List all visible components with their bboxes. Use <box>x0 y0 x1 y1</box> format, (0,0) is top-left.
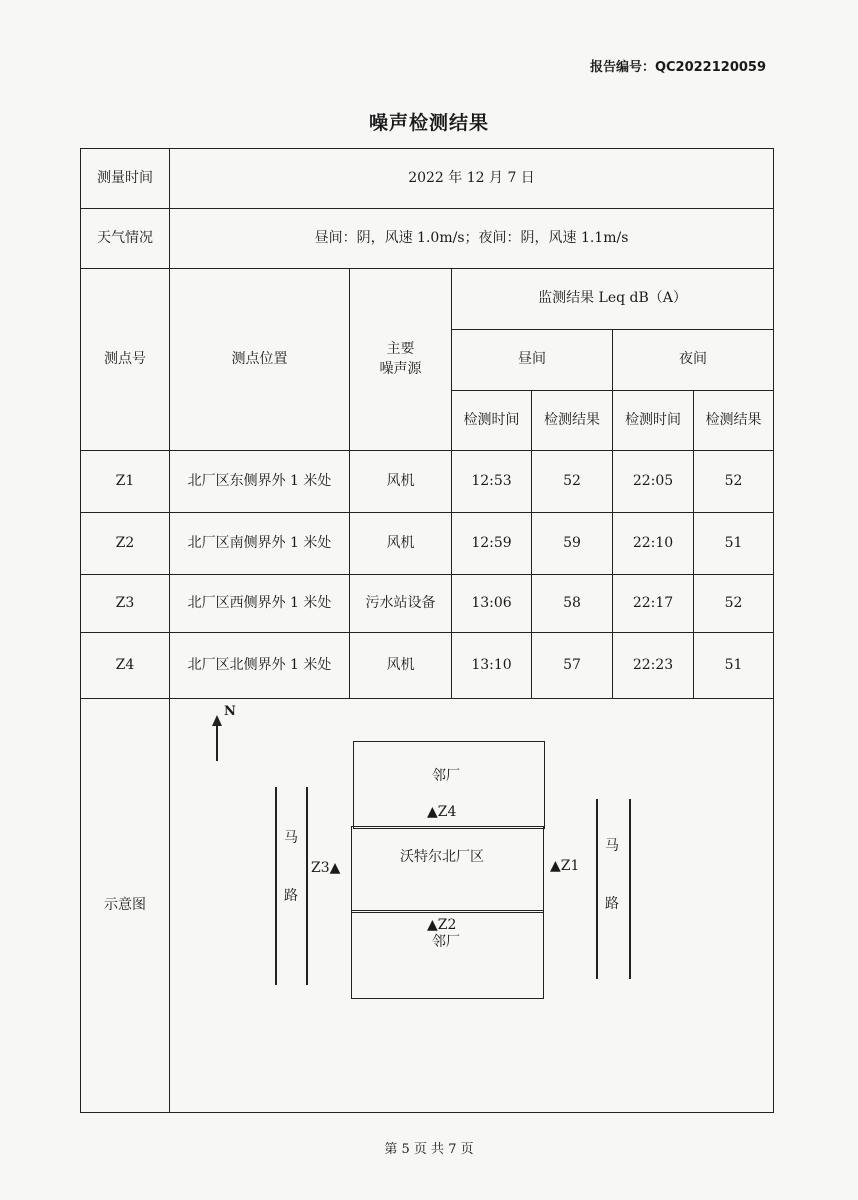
point-location: 北厂区东侧界外 1 米处 <box>170 451 350 513</box>
diagram-label: 示意图 <box>81 699 170 1113</box>
weather-label: 天气情况 <box>81 209 170 269</box>
header-location: 测点位置 <box>170 269 350 451</box>
road-left-label: 马路 <box>284 830 298 904</box>
noise-source: 风机 <box>350 633 452 699</box>
header-night-time: 检测时间 <box>613 391 694 451</box>
measure-time-label: 测量时间 <box>81 149 170 209</box>
point-location: 北厂区北侧界外 1 米处 <box>170 633 350 699</box>
day-result: 58 <box>532 575 613 633</box>
point-id: Z2 <box>81 513 170 575</box>
road-left-line-inner <box>306 787 308 985</box>
table-row <box>81 513 774 575</box>
header-night-result: 检测结果 <box>694 391 774 451</box>
day-result: 52 <box>532 451 613 513</box>
night-result: 52 <box>694 451 774 513</box>
road-right-line-outer <box>629 799 631 979</box>
measure-time-value: 2022 年 12 月 7 日 <box>170 149 774 209</box>
north-plant-area <box>351 826 544 913</box>
table-row <box>81 575 774 633</box>
night-result: 51 <box>694 513 774 575</box>
point-z2-marker: ▲Z2 <box>427 917 457 933</box>
point-location: 北厂区西侧界外 1 米处 <box>170 575 350 633</box>
day-time: 13:06 <box>452 575 532 633</box>
north-label: N <box>224 704 236 719</box>
header-day: 昼间 <box>452 330 613 391</box>
header-noise-source: 主要 噪声源 <box>350 269 452 451</box>
page-footer: 第 5 页 共 7 页 <box>384 1142 474 1157</box>
day-time: 12:53 <box>452 451 532 513</box>
header-day-result: 检测结果 <box>532 391 613 451</box>
day-result: 57 <box>532 633 613 699</box>
point-id: Z1 <box>81 451 170 513</box>
point-z3-marker: Z3▲ <box>311 860 341 876</box>
header-point-no: 测点号 <box>81 269 170 451</box>
noise-source: 风机 <box>350 513 452 575</box>
point-id: Z3 <box>81 575 170 633</box>
noise-source: 风机 <box>350 451 452 513</box>
point-z4-marker: ▲Z4 <box>427 804 457 820</box>
point-id: Z4 <box>81 633 170 699</box>
night-time: 22:17 <box>613 575 694 633</box>
diagram-cell <box>170 699 774 1113</box>
neighbor-bottom-label: 邻厂 <box>432 934 460 950</box>
header-result-group: 监测结果 Leq dB（A） <box>452 269 774 330</box>
night-result: 52 <box>694 575 774 633</box>
table-row <box>81 633 774 699</box>
table-row <box>81 451 774 513</box>
plant-label: 沃特尔北厂区 <box>400 849 484 865</box>
document-title: 噪声检测结果 <box>368 112 489 134</box>
north-arrow-icon <box>210 715 224 761</box>
road-right-label: 马路 <box>605 838 619 912</box>
header-night: 夜间 <box>613 330 774 391</box>
weather-value: 昼间：阴，风速 1.0m/s；夜间：阴，风速 1.1m/s <box>170 209 774 269</box>
night-time: 22:05 <box>613 451 694 513</box>
day-result: 59 <box>532 513 613 575</box>
report-number: 报告编号：QC2022120059 <box>589 60 766 75</box>
night-result: 51 <box>694 633 774 699</box>
road-left-line-outer <box>275 787 277 985</box>
point-z1-marker: ▲Z1 <box>550 858 580 874</box>
site-diagram <box>170 699 774 1111</box>
night-time: 22:23 <box>613 633 694 699</box>
road-right-line-inner <box>596 799 598 979</box>
day-time: 13:10 <box>452 633 532 699</box>
neighbor-top-label: 邻厂 <box>432 768 460 784</box>
noise-source: 污水站设备 <box>350 575 452 633</box>
night-time: 22:10 <box>613 513 694 575</box>
day-time: 12:59 <box>452 513 532 575</box>
header-day-time: 检测时间 <box>452 391 532 451</box>
noise-result-table <box>80 148 774 1113</box>
point-location: 北厂区南侧界外 1 米处 <box>170 513 350 575</box>
